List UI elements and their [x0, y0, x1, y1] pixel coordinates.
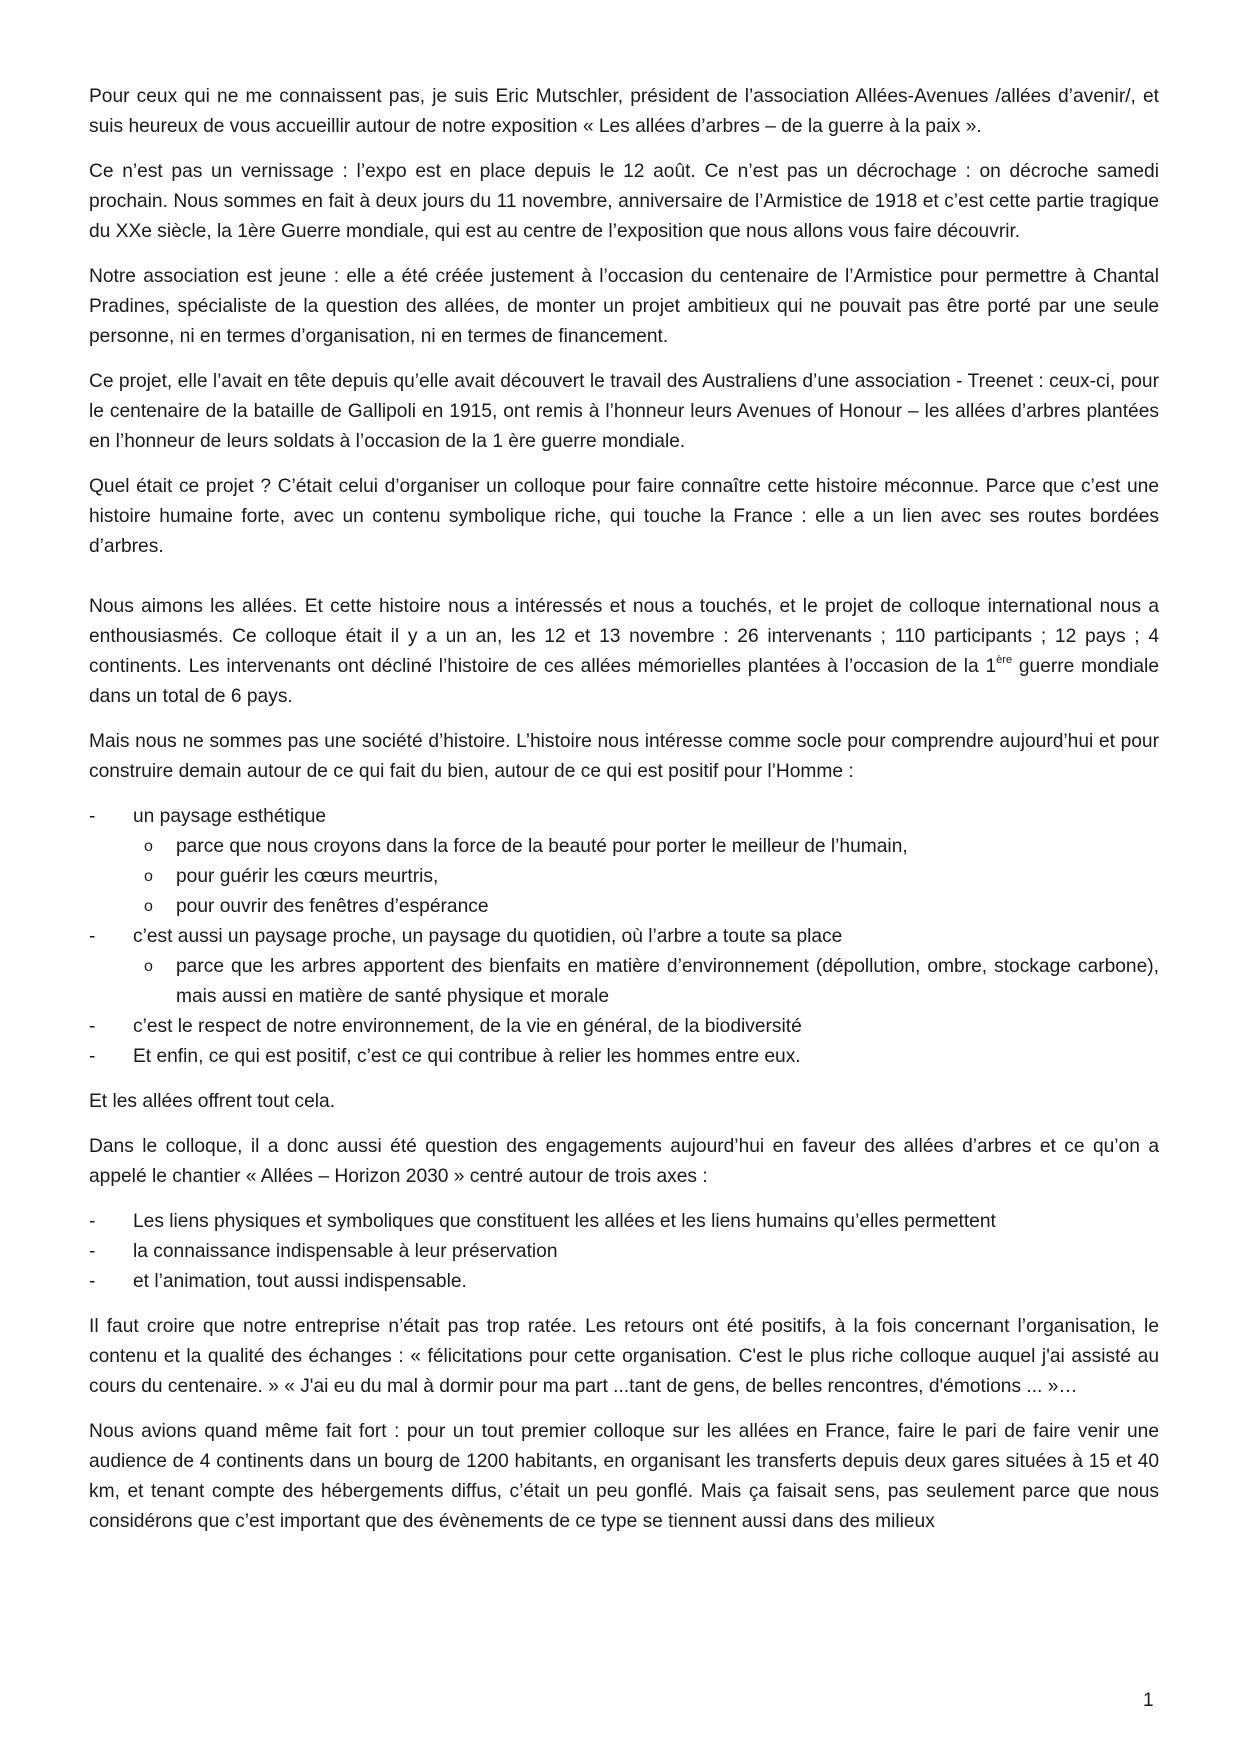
circle-bullet-icon: o	[144, 958, 153, 975]
dash-bullet-icon: -	[89, 1271, 96, 1292]
document-page	[89, 82, 1159, 1552]
page-number: 1	[1143, 1690, 1154, 1711]
list-item: - et l’animation, tout aussi indispensable.	[89, 1267, 1159, 1297]
circle-bullet-icon: o	[144, 838, 153, 855]
list-item: - la connaissance indispensable à leur préservation	[89, 1237, 1159, 1267]
sub-list-item: o pour guérir les cœurs meurtris,	[89, 862, 1159, 892]
paragraph-histoire: Mais nous ne sommes pas une société d’histoire. L’histoire nous intéresse comme socle pour comprendre aujourd’hui et pour construire demain autour de ce qui fait du bien, autour de ce qui est positif pour l’Homme :	[89, 731, 1159, 782]
paragraph-exposition: Ce n’est pas un vernissage : l’expo est en place depuis le 12 août. Ce n’est pas un décrochage : on décroche samedi prochain. Nous sommes en fait à deux jours du 11 novembre, anniversaire de l’Armistice de 1918 et c’est cette partie tragique du XXe siècle, la 1ère Guerre mondiale, qui est au centre de l’exposition que nous allons vous faire découvrir.	[89, 161, 1159, 242]
sub-list-item: o parce que nous croyons dans la force de la beauté pour porter le meilleur de l’humain,	[89, 832, 1159, 862]
paragraph-projet-origine: Ce projet, elle l’avait en tête depuis qu’elle avait découvert le travail des Australiens d’une association - Treenet : ceux-ci, pour le centenaire de la bataille de Gallipoli en 1915, ont remis à l’honneur leurs Avenues of Honour – les allées d’arbres plantées en l’honneur de leurs soldats à l’occasion de la 1 ère guerre mondiale.	[89, 371, 1159, 452]
list-item: - Les liens physiques et symboliques que constituent les allées et les liens humains qu’elles permettent	[89, 1207, 1159, 1237]
paragraph-intro: Pour ceux qui ne me connaissent pas, je suis Eric Mutschler, président de l’association Allées-Avenues /allées d’avenir/, et suis heureux de vous accueillir autour de notre exposition « Les allées d’arbres – de la guerre à la paix ».	[89, 86, 1159, 137]
paragraph-fait-fort: Nous avions quand même fait fort : pour un tout premier colloque sur les allées en France, faire le pari de faire venir une audience de 4 continents dans un bourg de 1200 habitants, en organisant les transferts depuis deux gares situées à 15 et 40 km, et tenant compte des hébergements diffus, c’était un peu gonflé. Mais ça faisait sens, pas seulement parce que nous considérons que c’est important que des évènements de ce type se tiennent aussi dans des milieux	[89, 1421, 1159, 1532]
axes-list	[89, 1207, 1159, 1297]
values-list	[89, 802, 1159, 1072]
colloque-text: Nous aimons les allées. Et cette histoire nous a intéressés et nous a touchés, et le projet de colloque international nous a enthousiasmés. Ce colloque était il y a un an, les 12 et 13 novembre : 26 intervenants ; 110 participants ; 12 pays ; 4 continents. Les intervenants ont décliné l’histoire de ces allées mémorielles plantées à l’occasion de la 1	[89, 596, 1159, 677]
list-item: - c’est le respect de notre environnement, de la vie en général, de la biodiversité	[89, 1012, 1159, 1042]
circle-bullet-icon: o	[144, 868, 153, 885]
dash-bullet-icon: -	[89, 806, 96, 827]
ordinal-superscript: ère	[996, 654, 1013, 666]
dash-bullet-icon: -	[89, 1016, 96, 1037]
paragraph-association: Notre association est jeune : elle a été créée justement à l’occasion du centenaire de l’Armistice pour permettre à Chantal Pradines, spécialiste de la question des allées, de monter un projet ambitieux qui ne pouvait pas être porté par une seule personne, ni en termes d’organisation, ni en termes de financement.	[89, 266, 1159, 347]
colloque-text-end: guerre mondiale dans un total de 6 pays.	[89, 656, 1159, 707]
dash-bullet-icon: -	[89, 1211, 96, 1232]
list-item: - Et enfin, ce qui est positif, c’est ce qui contribue à relier les hommes entre eux.	[89, 1042, 1159, 1072]
list-item: - un paysage esthétique	[89, 802, 1159, 832]
paragraph-projet-colloque: Quel était ce projet ? C’était celui d’organiser un colloque pour faire connaître cette histoire méconnue. Parce que c’est une histoire humaine forte, avec un contenu symbolique riche, qui touche la France : elle a un lien avec ses routes bordées d’arbres.	[89, 476, 1159, 557]
sub-list-item: o pour ouvrir des fenêtres d’espérance	[89, 892, 1159, 922]
sub-list-item: o parce que les arbres apportent des bienfaits en matière d’environnement (dépollution, ombre, stockage carbone), mais aussi en matière de santé physique et morale	[89, 952, 1159, 1012]
dash-bullet-icon: -	[89, 1046, 96, 1067]
paragraph-horizon-2030: Dans le colloque, il a donc aussi été question des engagements aujourd’hui en faveur des allées d’arbres et ce qu’on a appelé le chantier « Allées – Horizon 2030 » centré autour de trois axes :	[89, 1136, 1159, 1187]
dash-bullet-icon: -	[89, 1241, 96, 1262]
circle-bullet-icon: o	[144, 898, 153, 915]
paragraph-colloque-stats	[89, 592, 1159, 712]
paragraph-offrent: Et les allées offrent tout cela.	[89, 1091, 336, 1112]
paragraph-retours: Il faut croire que notre entreprise n’était pas trop ratée. Les retours ont été positifs, à la fois concernant l’organisation, le contenu et la qualité des échanges : « félicitations pour cette organisation. C'est le plus riche colloque auquel j'ai assisté au cours du centenaire. » « J'ai eu du mal à dormir pour ma part ...tant de gens, de belles rencontres, d'émotions ... »…	[89, 1316, 1159, 1397]
dash-bullet-icon: -	[89, 926, 96, 947]
list-item: - c’est aussi un paysage proche, un paysage du quotidien, où l’arbre a toute sa place	[89, 922, 1159, 952]
